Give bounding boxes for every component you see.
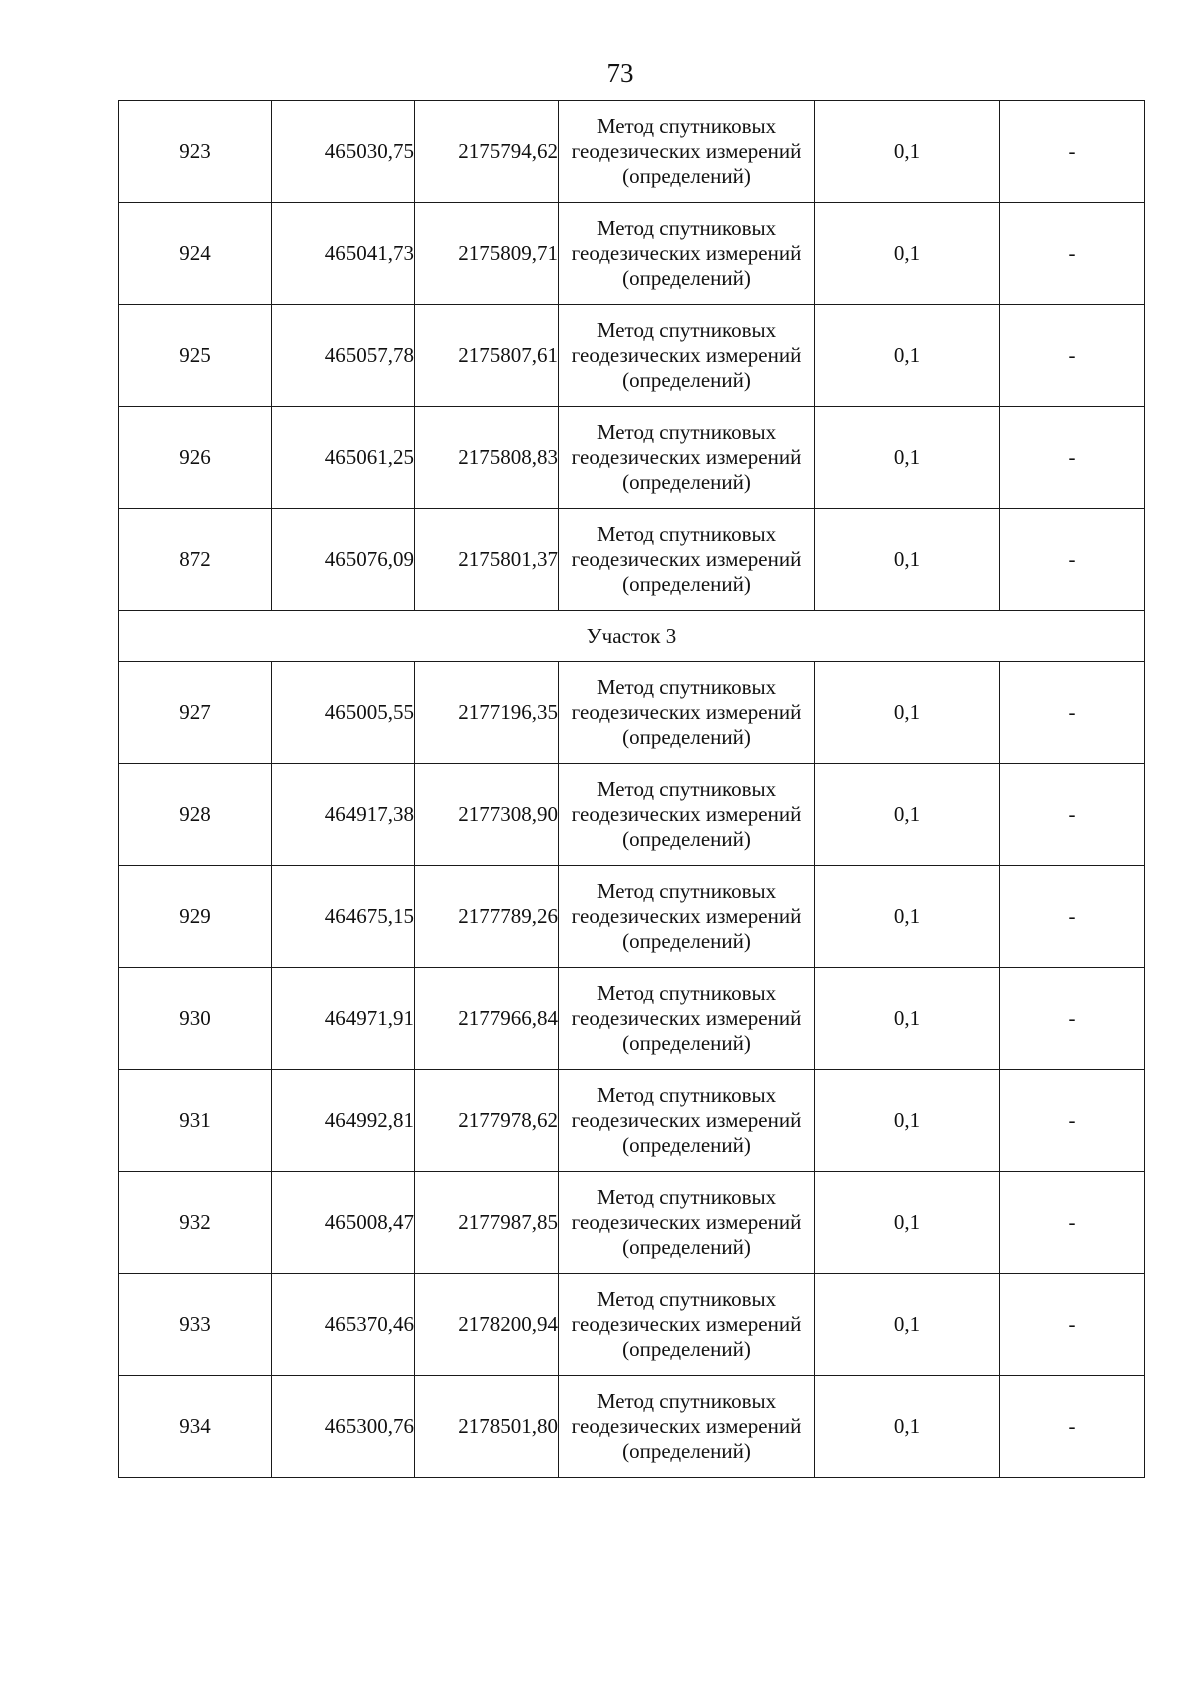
coordinate-y: 2177196,35 — [415, 662, 559, 764]
coordinate-x: 465057,78 — [272, 305, 415, 407]
coordinate-x: 465370,46 — [272, 1274, 415, 1376]
empty-value-dash: - — [1000, 407, 1145, 509]
method-line: Метод спутниковых — [596, 216, 777, 240]
point-number: 925 — [119, 305, 272, 407]
method-line: геодезических измерений — [571, 343, 802, 367]
point-number: 931 — [119, 1070, 272, 1172]
method-cell — [559, 1376, 815, 1478]
method-line: геодезических измерений — [571, 1006, 802, 1030]
method-line: геодезических измерений — [571, 802, 802, 826]
method-line: геодезических измерений — [571, 1210, 802, 1234]
method-line: (определений) — [622, 725, 751, 749]
point-number: 927 — [119, 662, 272, 764]
method-line: Метод спутниковых — [596, 420, 777, 444]
coordinate-x: 465008,47 — [272, 1172, 415, 1274]
coordinate-y: 2177789,26 — [415, 866, 559, 968]
point-number: 934 — [119, 1376, 272, 1478]
coordinate-y: 2175809,71 — [415, 203, 559, 305]
accuracy-value: 0,1 — [815, 407, 1000, 509]
table-row — [119, 407, 1145, 509]
coordinate-x: 464917,38 — [272, 764, 415, 866]
method-line: Метод спутниковых — [596, 1185, 777, 1209]
point-number: 872 — [119, 509, 272, 611]
method-line: геодезических измерений — [571, 1312, 802, 1336]
accuracy-value: 0,1 — [815, 1070, 1000, 1172]
point-number: 930 — [119, 968, 272, 1070]
section-label: Участок 3 — [119, 611, 1145, 662]
coordinate-x: 465030,75 — [272, 101, 415, 203]
table-row — [119, 764, 1145, 866]
method-line: (определений) — [622, 929, 751, 953]
empty-value-dash: - — [1000, 203, 1145, 305]
empty-value-dash: - — [1000, 305, 1145, 407]
method-line: (определений) — [622, 1337, 751, 1361]
method-cell — [559, 1274, 815, 1376]
method-line: геодезических измерений — [571, 547, 802, 571]
empty-value-dash: - — [1000, 1070, 1145, 1172]
point-number: 932 — [119, 1172, 272, 1274]
method-line: Метод спутниковых — [596, 1287, 777, 1311]
coordinate-x: 464992,81 — [272, 1070, 415, 1172]
method-line: Метод спутниковых — [596, 114, 777, 138]
coordinate-y: 2175807,61 — [415, 305, 559, 407]
method-line: (определений) — [622, 827, 751, 851]
coordinates-table — [118, 100, 1145, 1478]
table-row — [119, 1172, 1145, 1274]
coordinate-y: 2177978,62 — [415, 1070, 559, 1172]
accuracy-value: 0,1 — [815, 509, 1000, 611]
table-row — [119, 662, 1145, 764]
method-line: геодезических измерений — [571, 904, 802, 928]
method-line: геодезических измерений — [571, 700, 802, 724]
empty-value-dash: - — [1000, 764, 1145, 866]
accuracy-value: 0,1 — [815, 305, 1000, 407]
coordinate-x: 465076,09 — [272, 509, 415, 611]
point-number: 928 — [119, 764, 272, 866]
method-cell — [559, 407, 815, 509]
empty-value-dash: - — [1000, 968, 1145, 1070]
method-line: Метод спутниковых — [596, 1389, 777, 1413]
method-line: (определений) — [622, 266, 751, 290]
method-line: геодезических измерений — [571, 1414, 802, 1438]
method-line: геодезических измерений — [571, 1108, 802, 1132]
empty-value-dash: - — [1000, 866, 1145, 968]
method-line: Метод спутниковых — [596, 1083, 777, 1107]
method-cell — [559, 203, 815, 305]
accuracy-value: 0,1 — [815, 101, 1000, 203]
method-line: геодезических измерений — [571, 139, 802, 163]
method-line: (определений) — [622, 368, 751, 392]
method-line: (определений) — [622, 1031, 751, 1055]
empty-value-dash: - — [1000, 1274, 1145, 1376]
coordinate-y: 2177308,90 — [415, 764, 559, 866]
accuracy-value: 0,1 — [815, 1376, 1000, 1478]
method-cell — [559, 662, 815, 764]
coordinates-table-body — [119, 101, 1145, 1478]
page-number: 73 — [606, 58, 634, 88]
accuracy-value: 0,1 — [815, 1172, 1000, 1274]
method-line: (определений) — [622, 1133, 751, 1157]
table-row — [119, 866, 1145, 968]
method-line: (определений) — [622, 164, 751, 188]
section-header-row — [119, 611, 1145, 662]
accuracy-value: 0,1 — [815, 662, 1000, 764]
coordinate-y: 2178200,94 — [415, 1274, 559, 1376]
table-row — [119, 509, 1145, 611]
table-row — [119, 968, 1145, 1070]
point-number: 933 — [119, 1274, 272, 1376]
coordinate-y: 2175808,83 — [415, 407, 559, 509]
coordinate-x: 465005,55 — [272, 662, 415, 764]
method-line: (определений) — [622, 1235, 751, 1259]
method-line: Метод спутниковых — [596, 522, 777, 546]
accuracy-value: 0,1 — [815, 968, 1000, 1070]
table-row — [119, 1274, 1145, 1376]
method-line: Метод спутниковых — [596, 318, 777, 342]
method-line: геодезических измерений — [571, 445, 802, 469]
accuracy-value: 0,1 — [815, 866, 1000, 968]
accuracy-value: 0,1 — [815, 203, 1000, 305]
coordinate-y: 2175801,37 — [415, 509, 559, 611]
table-row — [119, 1070, 1145, 1172]
empty-value-dash: - — [1000, 1172, 1145, 1274]
method-cell — [559, 101, 815, 203]
coordinate-y: 2177966,84 — [415, 968, 559, 1070]
method-line: Метод спутниковых — [596, 879, 777, 903]
method-line: геодезических измерений — [571, 241, 802, 265]
method-cell — [559, 866, 815, 968]
empty-value-dash: - — [1000, 1376, 1145, 1478]
method-cell — [559, 305, 815, 407]
method-cell — [559, 509, 815, 611]
method-line: (определений) — [622, 1439, 751, 1463]
coordinate-y: 2175794,62 — [415, 101, 559, 203]
method-line: (определений) — [622, 470, 751, 494]
method-line: Метод спутниковых — [596, 675, 777, 699]
table-row — [119, 1376, 1145, 1478]
method-cell — [559, 968, 815, 1070]
empty-value-dash: - — [1000, 101, 1145, 203]
empty-value-dash: - — [1000, 509, 1145, 611]
method-line: Метод спутниковых — [596, 777, 777, 801]
coordinate-x: 464971,91 — [272, 968, 415, 1070]
method-cell — [559, 1070, 815, 1172]
empty-value-dash: - — [1000, 662, 1145, 764]
coordinate-x: 465061,25 — [272, 407, 415, 509]
table-row — [119, 203, 1145, 305]
table-row — [119, 305, 1145, 407]
method-line: Метод спутниковых — [596, 981, 777, 1005]
point-number: 923 — [119, 101, 272, 203]
coordinate-y: 2178501,80 — [415, 1376, 559, 1478]
coordinate-x: 465300,76 — [272, 1376, 415, 1478]
coordinate-y: 2177987,85 — [415, 1172, 559, 1274]
coordinate-x: 464675,15 — [272, 866, 415, 968]
point-number: 929 — [119, 866, 272, 968]
method-cell — [559, 764, 815, 866]
method-cell — [559, 1172, 815, 1274]
accuracy-value: 0,1 — [815, 764, 1000, 866]
coordinate-x: 465041,73 — [272, 203, 415, 305]
method-line: (определений) — [622, 572, 751, 596]
point-number: 924 — [119, 203, 272, 305]
accuracy-value: 0,1 — [815, 1274, 1000, 1376]
point-number: 926 — [119, 407, 272, 509]
table-row — [119, 101, 1145, 203]
